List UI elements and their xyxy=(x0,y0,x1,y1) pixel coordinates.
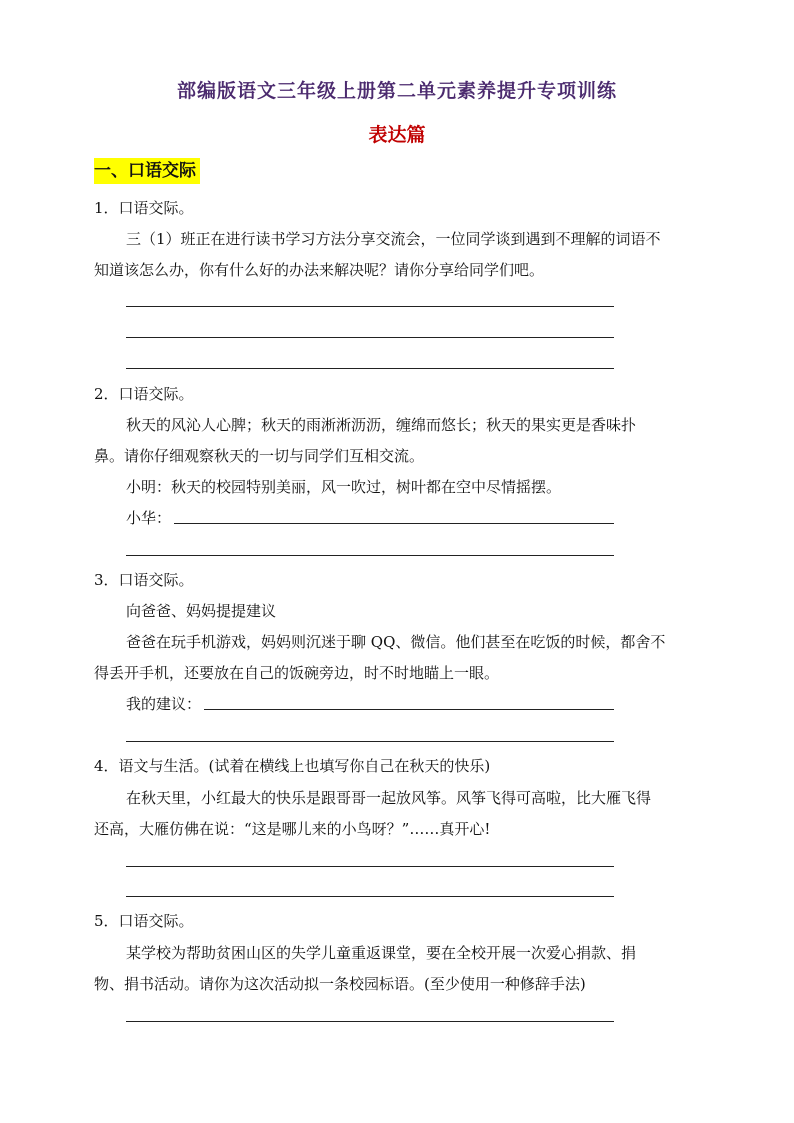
answer-line[interactable] xyxy=(126,555,614,556)
answer-line[interactable] xyxy=(126,368,614,369)
page-subtitle: 表达篇 xyxy=(368,124,426,146)
answer-line[interactable] xyxy=(126,896,614,897)
question-2-xiaoming: 小明：秋天的校园特别美丽，风一吹过，树叶都在空中尽情摇摆。 xyxy=(126,478,562,496)
question-1-text-line-1: 三（1）班正在进行读书学习方法分享交流会，一位同学谈到遇到不理解的词语不 xyxy=(126,230,661,248)
answer-line[interactable] xyxy=(126,306,614,307)
page-title: 部编版语文三年级上册第二单元素养提升专项训练 xyxy=(176,80,617,102)
question-3-suggestion-label: 我的建议： xyxy=(126,695,202,713)
question-4-text-line-1: 在秋天里，小红最大的快乐是跟哥哥一起放风筝。风筝飞得可高啦，比大雁飞得 xyxy=(126,789,652,807)
question-5-heading: 5．口语交际。 xyxy=(94,912,194,930)
question-5-text-line-1: 某学校为帮助贫困山区的失学儿童重返课堂，要在全校开展一次爱心捐款、捐 xyxy=(126,944,637,962)
question-1-heading: 1．口语交际。 xyxy=(94,199,194,217)
answer-line[interactable] xyxy=(204,709,614,710)
answer-line[interactable] xyxy=(126,1021,614,1022)
question-3-heading: 3．口语交际。 xyxy=(94,571,194,589)
question-2-heading: 2．口语交际。 xyxy=(94,385,194,403)
answer-line[interactable] xyxy=(126,337,614,338)
answer-line[interactable] xyxy=(126,866,614,867)
question-2-text-line-2: 鼻。请你仔细观察秋天的一切与同学们互相交流。 xyxy=(94,447,425,465)
answer-line[interactable] xyxy=(174,523,614,524)
section-heading: 一、口语交际 xyxy=(94,158,200,184)
question-3-text-line-2: 得丢开手机，还要放在自己的饭碗旁边，时不时地瞄上一眼。 xyxy=(94,664,500,682)
question-5-text-line-2: 物、捐书活动。请你为这次活动拟一条校园标语。(至少使用一种修辞手法) xyxy=(94,975,586,993)
question-1-text-line-2: 知道该怎么办，你有什么好的办法来解决呢？请你分享给同学们吧。 xyxy=(94,261,545,279)
answer-line[interactable] xyxy=(126,741,614,742)
question-4-heading: 4．语文与生活。(试着在横线上也填写你自己在秋天的快乐) xyxy=(94,757,491,775)
question-4-text-line-2: 还高，大雁仿佛在说：“这是哪儿来的小鸟呀？”……真开心! xyxy=(94,820,491,838)
question-3-topic: 向爸爸、妈妈提提建议 xyxy=(126,602,277,620)
question-2-xiaohua-label: 小华： xyxy=(126,509,172,527)
question-2-text-line-1: 秋天的风沁人心脾；秋天的雨淅淅沥沥，缠绵而悠长；秋天的果实更是香味扑 xyxy=(126,416,637,434)
question-3-text-line-1: 爸爸在玩手机游戏，妈妈则沉迷于聊 QQ、微信。他们甚至在吃饭的时候，都舍不 xyxy=(126,633,666,651)
